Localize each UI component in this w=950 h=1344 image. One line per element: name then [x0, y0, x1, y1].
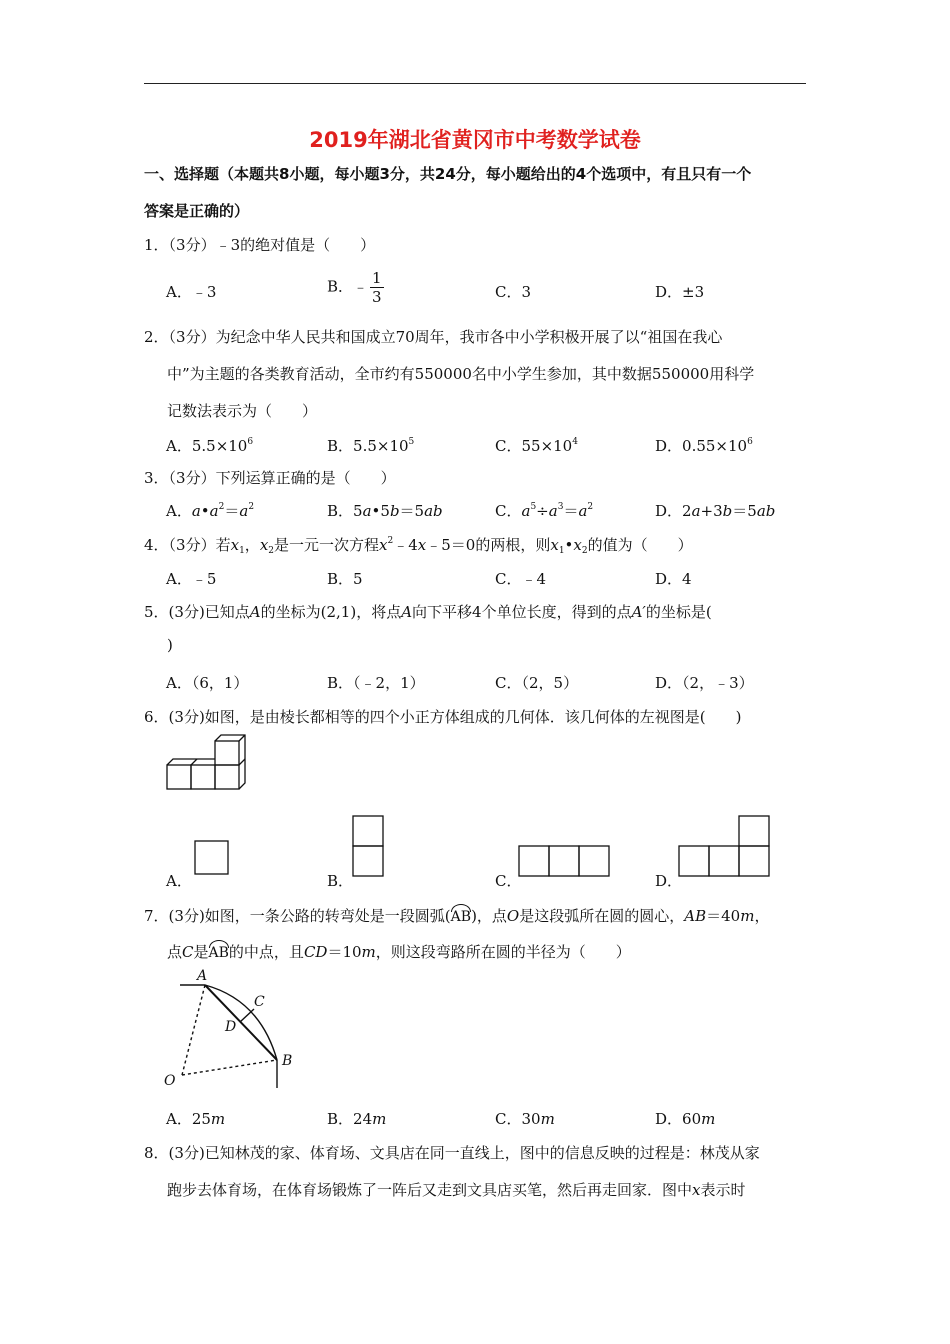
- q1-option-b-prefix: B．﹣: [327, 277, 369, 296]
- q3c-prefix: C．: [495, 502, 522, 520]
- q3b-result: ab: [424, 502, 443, 520]
- q4-s7: x: [379, 536, 388, 554]
- q7-a3: O: [506, 907, 520, 925]
- q2-line3: 记数法表示为（ ）: [167, 402, 318, 420]
- q7a-val: A．25: [166, 1110, 211, 1128]
- header-rule: [144, 83, 806, 84]
- q4-option-a[interactable]: A．﹣5: [166, 570, 217, 588]
- q7-a8: ，: [754, 907, 770, 925]
- q3c-var: a: [521, 502, 531, 520]
- q7-a6: ＝40: [706, 907, 741, 925]
- q5-p5: A′: [631, 603, 646, 621]
- q7-option-b[interactable]: [327, 1108, 386, 1129]
- q7-a4: 是这段弧所在圆的圆心，: [519, 907, 685, 925]
- q3b-prefix: B．5: [327, 502, 363, 520]
- q7-line2: [167, 940, 631, 962]
- q1-option-c[interactable]: C．3: [495, 283, 532, 301]
- q4-s11: ﹣5＝0的两根，则: [426, 536, 551, 554]
- q4-s15: x: [573, 536, 582, 554]
- q7-a2: )，点: [471, 907, 507, 925]
- q6-option-d-label[interactable]: D．: [655, 872, 683, 890]
- q4-option-d[interactable]: D．4: [655, 570, 692, 588]
- q4-stem: [144, 534, 693, 555]
- q4-s1: x: [230, 536, 240, 554]
- q2-line1: 2．（3分）为纪念中华人民共和国成立70周年，我市各中小学积极开展了以“祖国在我心: [144, 328, 723, 346]
- q2-option-c-exponent: 4: [572, 437, 578, 447]
- q8-line1: 8．(3分)已知林茂的家、体育场、文具店在同一直线上，图中的信息反映的过程是：林茂从家: [144, 1144, 760, 1162]
- q6-option-d-figure[interactable]: [678, 815, 772, 879]
- q1-fraction-denominator: 3: [372, 288, 382, 306]
- q3b-eq: ＝5: [399, 502, 425, 520]
- q3a-var: a: [191, 502, 201, 520]
- q3a-var2: a: [209, 502, 219, 520]
- q7-label-b: B: [282, 1053, 293, 1069]
- q6-option-b-label[interactable]: B．: [327, 872, 354, 890]
- q7-b4: 的中点，且: [228, 943, 304, 961]
- section-heading-line1: 一、选择题（本题共8小题，每小题3分，共24分，每小题给出的4个选项中，有且只有一个: [144, 165, 752, 183]
- q7-b7: m: [361, 943, 376, 961]
- q2-option-c-base: C．55×10: [495, 437, 573, 455]
- q5-option-a[interactable]: A．（6，1）: [166, 674, 249, 692]
- q5-option-c[interactable]: C．（2，5）: [495, 674, 579, 692]
- q4-s3: ，: [244, 536, 260, 554]
- q3-stem: 3．（3分）下列运算正确的是（ ）: [144, 469, 396, 487]
- q5-p2: 的坐标为(2,1)，将点: [260, 603, 402, 621]
- q4-s16: 2: [581, 546, 588, 556]
- q3b-var2: b: [389, 502, 400, 520]
- q5-p1: A: [249, 603, 261, 621]
- q7-b5: CD: [303, 943, 328, 961]
- q7-label-o: O: [164, 1073, 176, 1089]
- q2-option-d-base: D．0.55×10: [655, 437, 748, 455]
- q3d-result: ab: [756, 502, 776, 520]
- q3a-eq: ＝: [224, 502, 240, 520]
- q7-b1: C: [182, 943, 194, 961]
- page-title: 2019年湖北省黄冈市中考数学试卷: [309, 128, 641, 152]
- q7d-unit: m: [701, 1110, 716, 1128]
- q6-option-b-figure[interactable]: [352, 815, 384, 879]
- q2-line2: 中”为主题的各类教育活动，全市约有550000名中小学生参加，其中数据550000用科学: [167, 365, 755, 383]
- q4-s5: 2: [268, 546, 275, 556]
- q3-option-c[interactable]: [495, 500, 593, 521]
- q1-option-b-fraction: [370, 269, 384, 306]
- q4-option-b[interactable]: B．5: [327, 570, 363, 588]
- q3d-var2: b: [722, 502, 733, 520]
- q3a-dot: •: [200, 502, 210, 520]
- q3a-var3: a: [239, 502, 249, 520]
- q4-s4: x: [259, 536, 269, 554]
- q2-option-a-base: A．5.5×10: [166, 437, 248, 455]
- q7-b8: ，则这段弯路所在圆的半径为（ ）: [375, 943, 631, 961]
- q1-option-a[interactable]: A．﹣3: [166, 283, 217, 301]
- q5-p4: 向下平移4个单位长度，得到的点: [412, 603, 632, 621]
- q2-option-b[interactable]: [327, 435, 414, 456]
- q3c-var3: a: [578, 502, 588, 520]
- q7b-unit: m: [372, 1110, 387, 1128]
- q6-stem: 6．(3分)如图，是由棱长都相等的四个小正方体组成的几何体．该几何体的左视图是( ): [144, 708, 742, 726]
- q3b-mid: •5: [371, 502, 390, 520]
- q7-label-a: A: [197, 968, 208, 984]
- q7a-unit: m: [210, 1110, 226, 1128]
- q2-option-c[interactable]: [495, 435, 578, 456]
- q1-stem: 1．（3分）﹣3的绝对值是（ ）: [144, 236, 376, 254]
- q3a-exp2: 2: [248, 502, 255, 512]
- q8-line2: [167, 1179, 746, 1200]
- q3d-plus: +3: [700, 502, 723, 520]
- q3b-var: a: [362, 502, 372, 520]
- q7-b2: 是: [193, 943, 209, 961]
- q7-arc-figure: [160, 965, 300, 1090]
- q4-s10: x: [417, 536, 427, 554]
- q2-option-b-base: B．5.5×10: [327, 437, 409, 455]
- q4-s0: 4．（3分）若: [144, 536, 231, 554]
- section-heading-line2: 答案是正确的）: [144, 202, 250, 220]
- q5-line1: [144, 601, 712, 622]
- q3a-prefix: A．: [166, 502, 192, 520]
- q5-line2: ): [167, 636, 173, 654]
- q5-p3: A: [401, 603, 413, 621]
- q8-p2: 表示时: [700, 1181, 746, 1199]
- q6-option-c-label[interactable]: C．: [495, 872, 522, 890]
- q7-a7: m: [740, 907, 755, 925]
- q6-option-a-figure[interactable]: [194, 840, 230, 876]
- q7-b6: ＝10: [327, 943, 362, 961]
- q1-option-d[interactable]: D．±3: [655, 283, 705, 301]
- q2-option-d-exponent: 6: [747, 437, 753, 447]
- q7c-unit: m: [540, 1110, 555, 1128]
- q8-p1: x: [692, 1181, 701, 1199]
- q8-p0: 跑步去体育场，在体育场锻炼了一阵后又走到文具店买笔，然后再走回家．图中: [167, 1181, 693, 1199]
- q2-option-b-exponent: 5: [408, 437, 415, 447]
- q3c-div: ÷: [536, 502, 549, 520]
- q7-arc-ab: AB: [451, 904, 471, 925]
- q7-option-d[interactable]: [655, 1108, 715, 1129]
- q3-option-b[interactable]: [327, 500, 443, 521]
- q7d-val: D．60: [655, 1110, 702, 1128]
- q6-solid-figure: [165, 735, 250, 793]
- q4-s12: x: [550, 536, 559, 554]
- q6-option-a-label[interactable]: A．: [166, 872, 192, 890]
- q5-option-b[interactable]: B．（﹣2，1）: [327, 674, 425, 692]
- q7-a0: 7．(3分)如图，一条公路的转弯处是一段圆弧(: [144, 907, 451, 925]
- q2-option-a-exponent: 6: [247, 437, 254, 447]
- q1-option-b[interactable]: [327, 269, 384, 306]
- q7-label-d: D: [225, 1019, 237, 1035]
- q4-s13: 1: [558, 546, 565, 556]
- q7-label-c: C: [254, 994, 265, 1010]
- q7-line1: [144, 904, 769, 926]
- q7-option-a[interactable]: [166, 1108, 225, 1129]
- q3d-var: a: [691, 502, 701, 520]
- q4-s2: 1: [239, 546, 245, 556]
- q4-s17: 的值为（ ）: [587, 536, 693, 554]
- q1-fraction-numerator: 1: [372, 269, 382, 287]
- q2-option-a[interactable]: [166, 435, 253, 456]
- q7-b0: 点: [167, 943, 183, 961]
- q2-option-d[interactable]: [655, 435, 753, 456]
- q3c-var2: a: [548, 502, 558, 520]
- q5-option-d[interactable]: D．（2，﹣3）: [655, 674, 754, 692]
- q3c-eq: ＝: [563, 502, 579, 520]
- q4-s6: 是一元一次方程: [274, 536, 380, 554]
- q3d-eq: ＝5: [732, 502, 757, 520]
- q5-p6: 的坐标是(: [645, 603, 712, 621]
- q7-arc-ab-2: AB: [209, 940, 229, 961]
- q7c-val: C．30: [495, 1110, 541, 1128]
- q7-option-c[interactable]: [495, 1108, 555, 1129]
- q5-p0: 5．(3分)已知点: [144, 603, 250, 621]
- q7-a5: AB: [684, 907, 707, 925]
- q4-s14: •: [564, 536, 574, 554]
- q6-option-c-figure[interactable]: [518, 845, 612, 879]
- q4-s8: 2: [387, 536, 394, 546]
- q4-s9: ﹣4: [393, 536, 418, 554]
- q3d-prefix: D．2: [655, 502, 692, 520]
- q3-option-d[interactable]: [655, 500, 775, 521]
- q3a-exp: 2: [218, 502, 225, 512]
- q3c-exp3: 2: [587, 502, 594, 512]
- q3-option-a[interactable]: [166, 500, 254, 521]
- q3c-exp: 5: [530, 502, 537, 512]
- q3c-exp2: 3: [557, 502, 564, 512]
- q7b-val: B．24: [327, 1110, 373, 1128]
- q4-option-c[interactable]: C．﹣4: [495, 570, 547, 588]
